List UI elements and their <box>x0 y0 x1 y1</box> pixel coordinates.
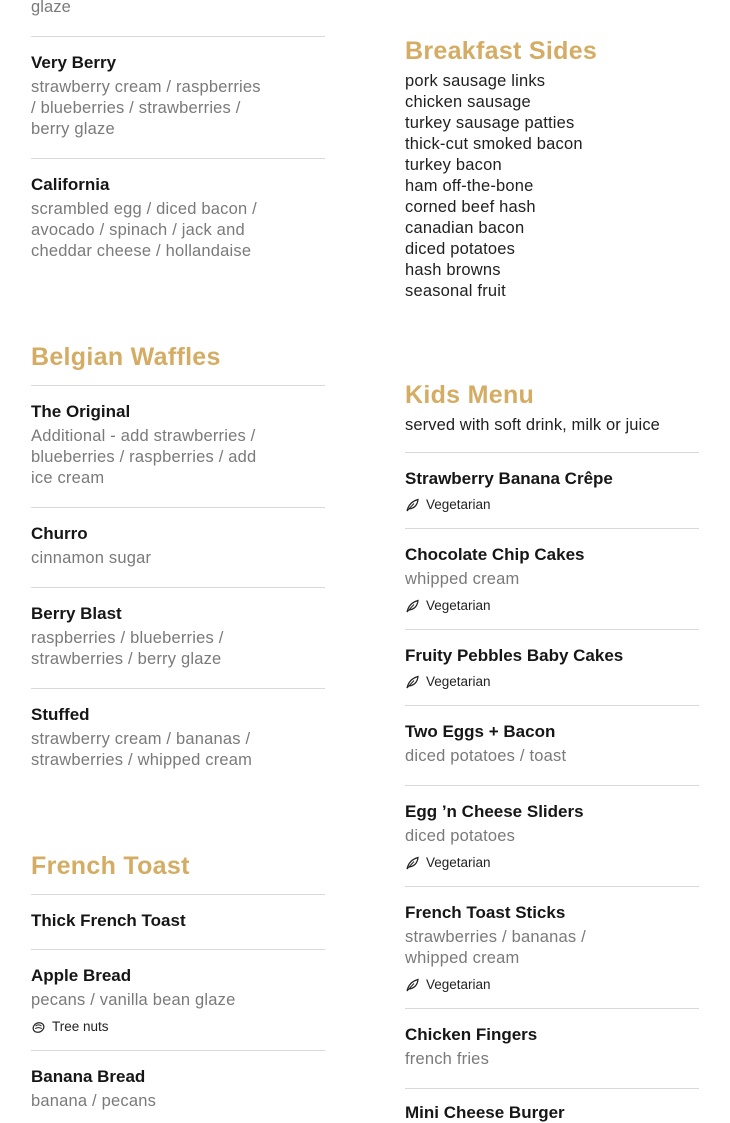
section-title-belgian-waffles: Belgian Waffles <box>31 343 221 371</box>
tag-label: Tree nuts <box>52 1019 109 1034</box>
divider <box>405 1088 699 1089</box>
menu-item-california <box>31 174 325 262</box>
tag-label: Vegetarian <box>426 598 491 613</box>
kids-item-egg-n-cheese-sliders <box>405 801 699 872</box>
divider <box>405 1008 699 1009</box>
item-name: Very Berry <box>31 53 117 72</box>
diet-tag <box>405 597 699 615</box>
item-name: Berry Blast <box>31 604 122 623</box>
item-name: Apple Bread <box>31 966 132 985</box>
list-item: hash browns <box>405 261 501 279</box>
kids-item-chocolate-chip-cakes <box>405 544 699 615</box>
divider <box>405 785 699 786</box>
list-item: turkey bacon <box>405 156 502 174</box>
menu-item-churro <box>31 523 325 569</box>
top-fragment-text: glaze <box>31 0 71 16</box>
list-item: diced potatoes <box>405 240 516 258</box>
divider <box>31 158 325 159</box>
list-item: chicken sausage <box>405 93 531 111</box>
menu-item-berry-blast <box>31 603 325 670</box>
item-description: diced potatoes <box>405 827 516 845</box>
list-item: turkey sausage patties <box>405 114 575 132</box>
tree-nut-icon <box>31 1020 46 1034</box>
item-name: California <box>31 175 110 194</box>
list-item: ham off-the-bone <box>405 177 534 195</box>
menu-item-stuffed <box>31 704 325 771</box>
item-name: The Original <box>31 402 131 421</box>
list-item: seasonal fruit <box>405 282 506 300</box>
leaf-icon <box>405 675 420 689</box>
divider <box>405 705 699 706</box>
item-name: Mini Cheese Burger <box>405 1103 565 1122</box>
item-description: pecans / vanilla bean glaze <box>31 991 236 1009</box>
item-name: Chocolate Chip Cakes <box>405 545 585 564</box>
divider <box>31 385 325 386</box>
item-name: Two Eggs + Bacon <box>405 722 556 741</box>
tag-label: Vegetarian <box>426 674 491 689</box>
divider <box>31 1050 325 1051</box>
item-description: scrambled egg / diced bacon / avocado / spinach / jack and cheddar cheese / hollandaise <box>31 200 257 260</box>
divider <box>31 894 325 895</box>
tag-label: Vegetarian <box>426 977 491 992</box>
item-name: Chicken Fingers <box>405 1025 538 1044</box>
menu-item-banana-bread <box>31 1066 325 1112</box>
divider <box>31 36 325 37</box>
list-item: canadian bacon <box>405 219 525 237</box>
diet-tag <box>405 854 699 872</box>
kids-menu-subtitle: served with soft drink, milk or juice <box>405 416 660 434</box>
item-description: strawberries / bananas / whipped cream <box>405 928 586 967</box>
item-name: Egg ’n Cheese Sliders <box>405 802 584 821</box>
item-name: Banana Bread <box>31 1067 146 1086</box>
leaf-icon <box>405 978 420 992</box>
divider <box>31 587 325 588</box>
item-description: Additional - add strawberries / blueberries / raspberries / add ice cream <box>31 427 257 487</box>
item-description: cinnamon sugar <box>31 549 152 567</box>
section-title-french-toast: French Toast <box>31 852 190 880</box>
divider <box>405 528 699 529</box>
diet-tag <box>405 496 699 514</box>
breakfast-sides-list <box>405 71 583 302</box>
tag-label: Vegetarian <box>426 497 491 512</box>
divider <box>31 507 325 508</box>
section-title-breakfast-sides: Breakfast Sides <box>405 37 598 65</box>
allergen-tag <box>31 1018 325 1036</box>
menu-item-very-berry <box>31 52 325 140</box>
divider <box>31 949 325 950</box>
divider <box>405 886 699 887</box>
item-name: Stuffed <box>31 705 90 724</box>
divider <box>405 629 699 630</box>
item-name: Strawberry Banana Crêpe <box>405 469 613 488</box>
tag-label: Vegetarian <box>426 855 491 870</box>
item-description: raspberries / blueberries / strawberries / berry glaze <box>31 629 224 668</box>
leaf-icon <box>405 599 420 613</box>
item-description: diced potatoes / toast <box>405 747 567 765</box>
leaf-icon <box>405 498 420 512</box>
item-name: Fruity Pebbles Baby Cakes <box>405 646 624 665</box>
kids-item-strawberry-banana-crepe <box>405 468 699 514</box>
kids-item-chicken-fingers <box>405 1024 699 1070</box>
menu-item-the-original <box>31 401 325 489</box>
divider <box>31 688 325 689</box>
leaf-icon <box>405 856 420 870</box>
item-description: strawberry cream / bananas / strawberries / whipped cream <box>31 730 253 769</box>
diet-tag <box>405 976 699 994</box>
kids-item-fruity-pebbles-baby-cakes <box>405 645 699 691</box>
item-description: banana / pecans <box>31 1092 157 1110</box>
diet-tag <box>405 673 699 691</box>
menu-item-thick-french-toast <box>31 910 325 931</box>
item-name: Thick French Toast <box>31 911 186 930</box>
kids-item-two-eggs-bacon <box>405 721 699 767</box>
list-item: pork sausage links <box>405 72 546 90</box>
item-name: Churro <box>31 524 88 543</box>
menu-item-apple-bread <box>31 965 325 1036</box>
kids-item-french-toast-sticks <box>405 902 699 994</box>
kids-item-mini-cheese-burger <box>405 1102 699 1123</box>
divider <box>405 452 699 453</box>
item-description: whipped cream <box>405 570 520 588</box>
section-title-kids-menu: Kids Menu <box>405 381 535 409</box>
list-item: thick-cut smoked bacon <box>405 135 583 153</box>
list-item: corned beef hash <box>405 198 536 216</box>
item-description: strawberry cream / raspberries / blueberries / strawberries / berry glaze <box>31 78 261 138</box>
item-name: French Toast Sticks <box>405 903 566 922</box>
item-description: french fries <box>405 1050 490 1068</box>
